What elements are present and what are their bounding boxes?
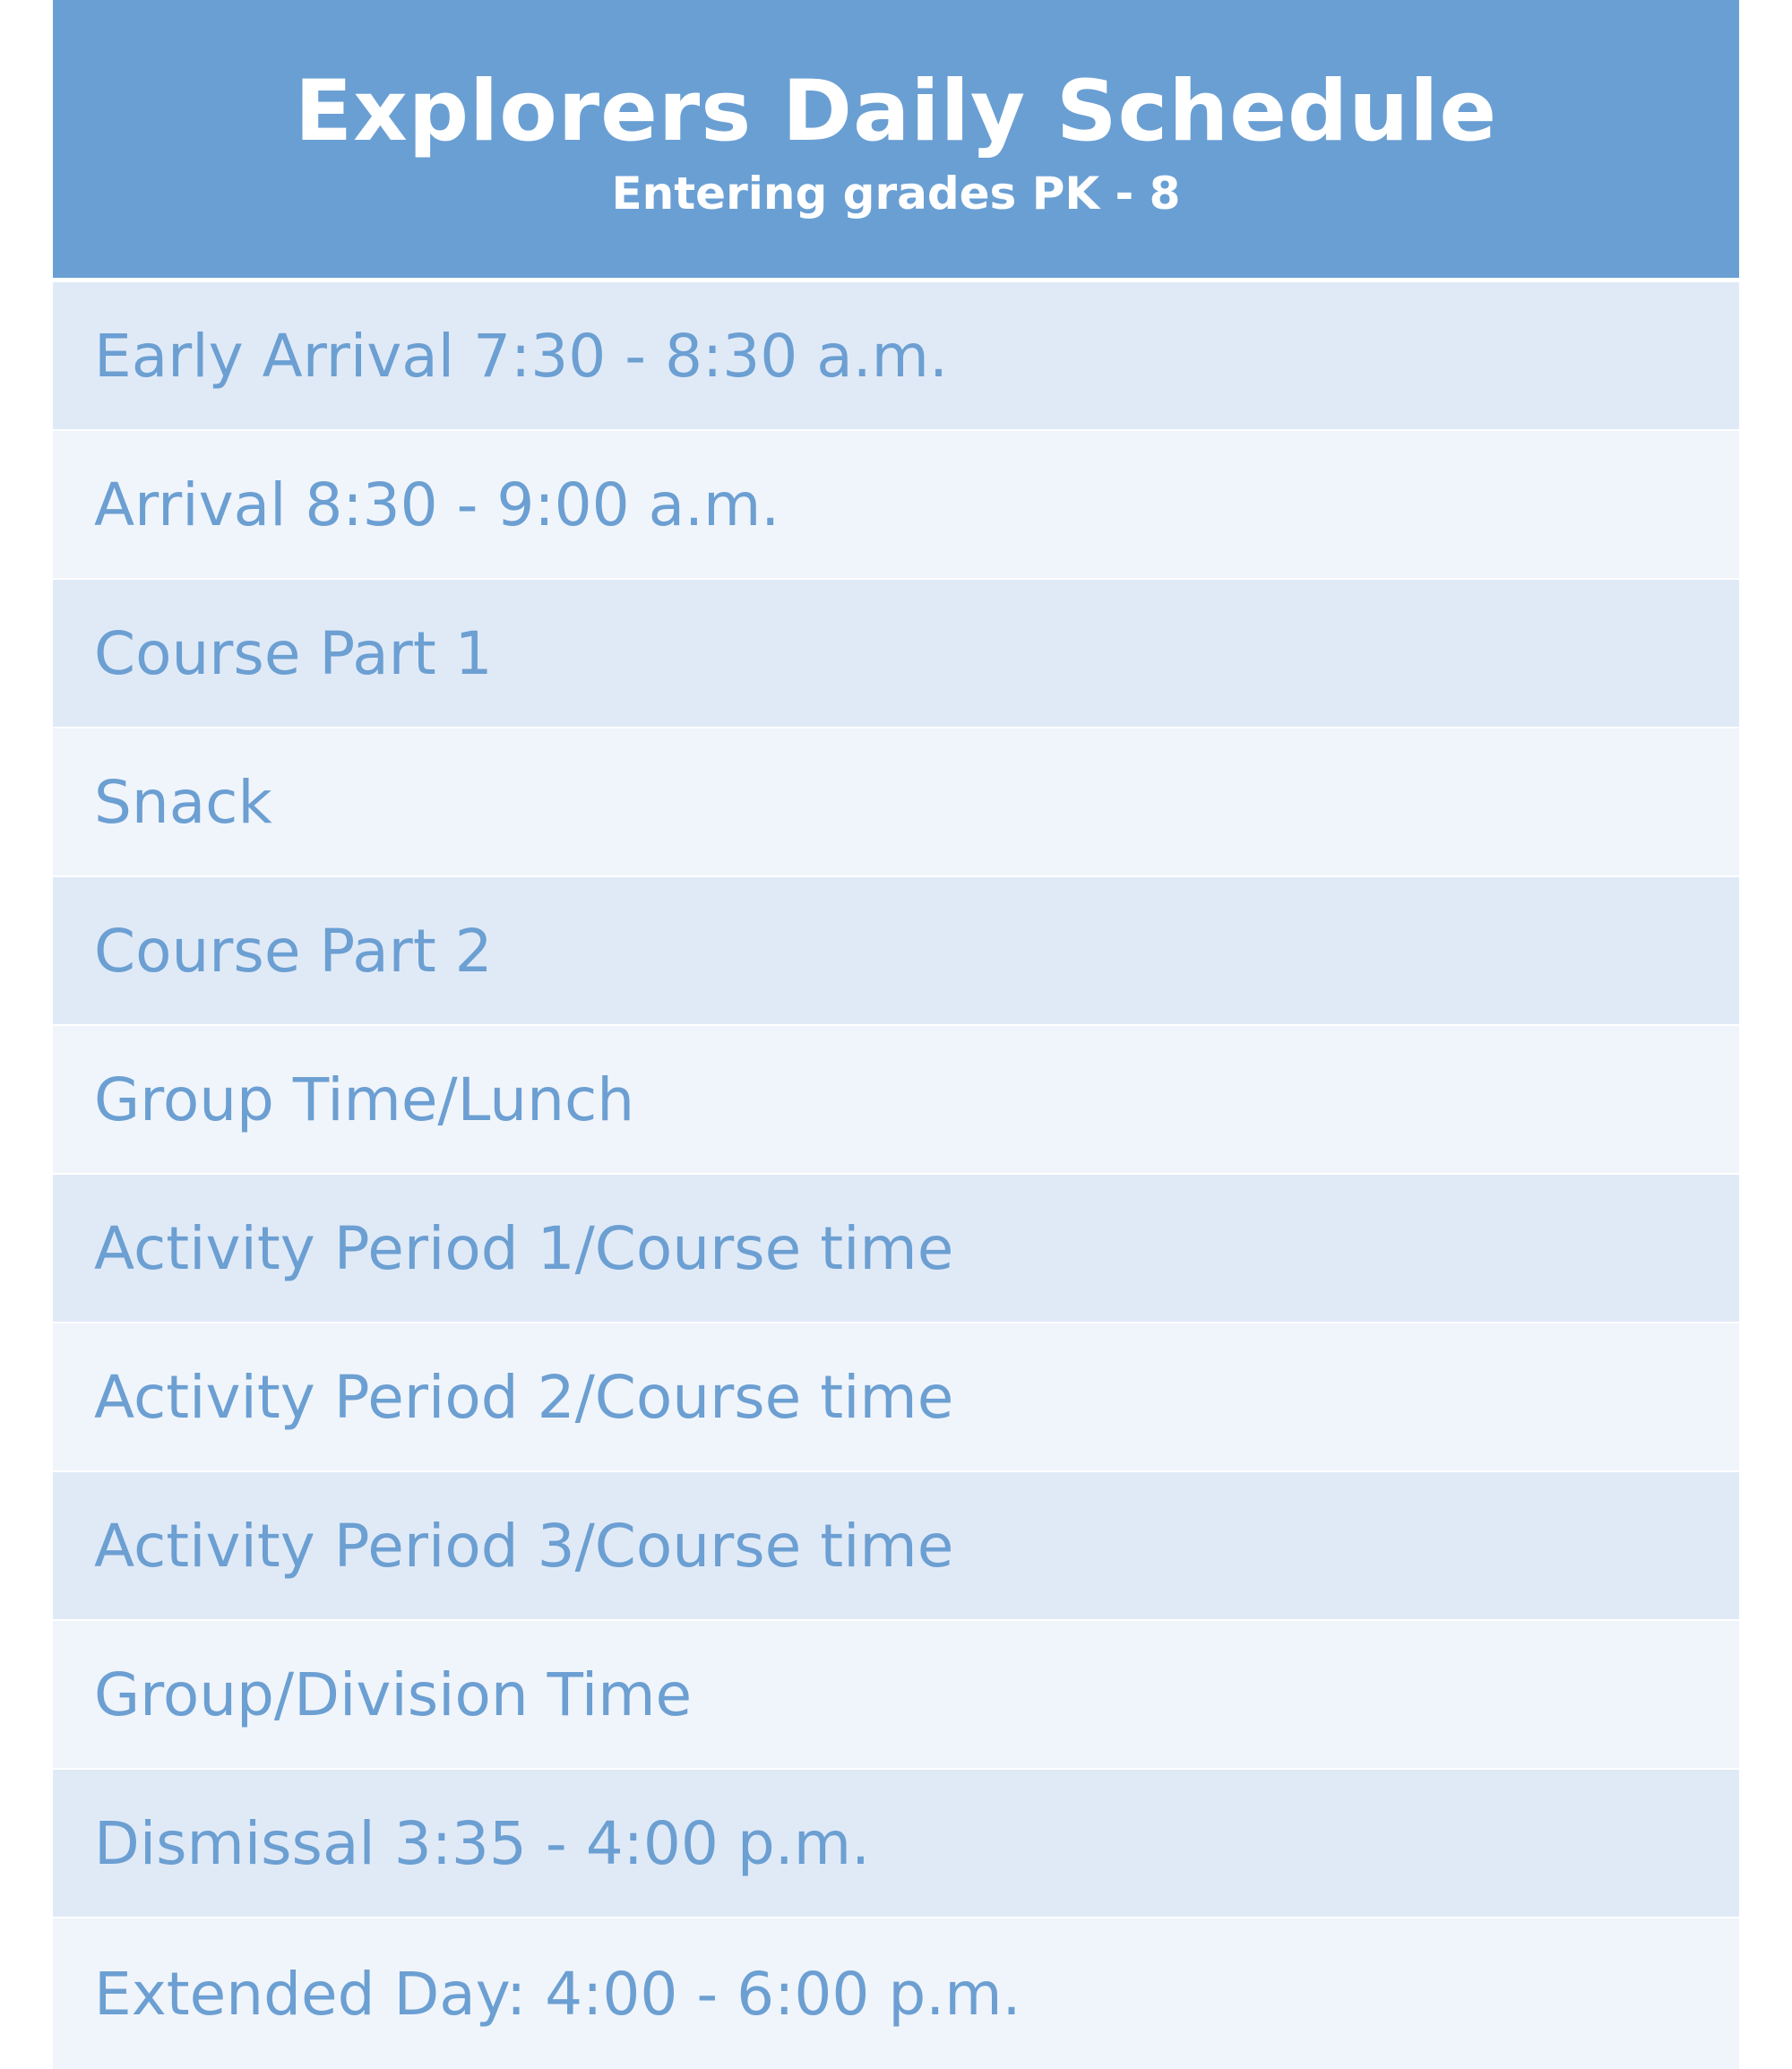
schedule-row-snack: Snack: [53, 728, 1739, 877]
schedule-row-group-division-time: Group/Division Time: [53, 1621, 1739, 1770]
schedule-row-early-arrival: Early Arrival 7:30 - 8:30 a.m.: [53, 282, 1739, 431]
schedule-row-course-part-1: Course Part 1: [53, 580, 1739, 728]
schedule-row-extended-day: Extended Day: 4:00 - 6:00 p.m.: [53, 1918, 1739, 2069]
schedule-row-dismissal: Dismissal 3:35 - 4:00 p.m.: [53, 1770, 1739, 1918]
schedule-row-group-time-lunch: Group Time/Lunch: [53, 1026, 1739, 1175]
schedule-row-course-part-2: Course Part 2: [53, 877, 1739, 1026]
page-subtitle: Entering grades PK - 8: [611, 168, 1181, 220]
schedule-row-activity-period-3: Activity Period 3/Course time: [53, 1472, 1739, 1621]
schedule-header: [53, 0, 1739, 278]
schedule-table: [53, 0, 1739, 2069]
schedule-rows: [53, 282, 1739, 2069]
page-title: Explorers Daily Schedule: [294, 63, 1498, 160]
schedule-row-arrival: Arrival 8:30 - 9:00 a.m.: [53, 431, 1739, 580]
schedule-row-activity-period-1: Activity Period 1/Course time: [53, 1175, 1739, 1323]
schedule-row-activity-period-2: Activity Period 2/Course time: [53, 1323, 1739, 1472]
